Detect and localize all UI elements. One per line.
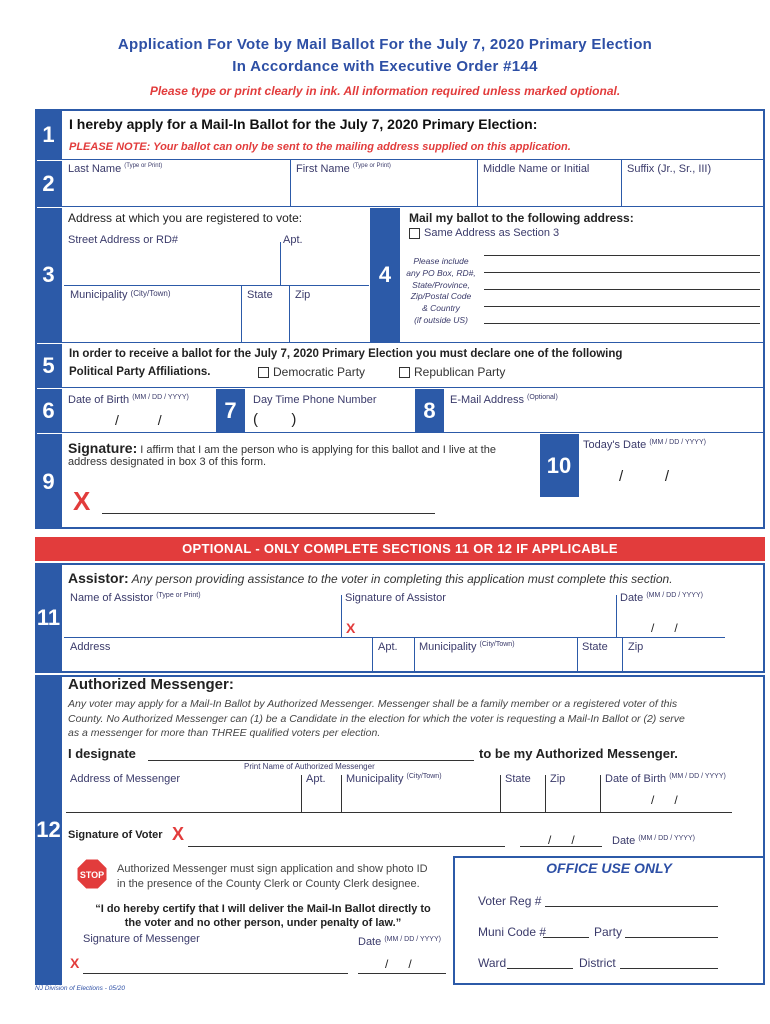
designate-label: I designate bbox=[68, 746, 136, 761]
suffix-label: Suffix (Jr., Sr., III) bbox=[627, 163, 712, 175]
form-title-line1: Application For Vote by Mail Ballot For the July 7, 2020 Primary Election bbox=[117, 36, 653, 53]
messenger-certification: “I do hereby certify that I will deliver the Mail-In Ballot directly to the voter and no other person, under penalty of law.” bbox=[95, 903, 431, 929]
section-12-number: 12 bbox=[35, 675, 62, 985]
mail-address-line-4[interactable] bbox=[484, 306, 760, 307]
ward-line bbox=[507, 968, 573, 969]
assistor-heading: Assistor: Any person providing assistance to the voter in completing this application must complete this section. bbox=[68, 570, 673, 586]
to-be-messenger-label: to be my Authorized Messenger. bbox=[479, 746, 678, 761]
voter-reg-label: Voter Reg # bbox=[478, 894, 542, 908]
messenger-name-line[interactable] bbox=[148, 760, 474, 761]
divider bbox=[64, 637, 725, 638]
assistor-date-label: Date $^{(MM / DD / YYYY)}$ bbox=[620, 592, 703, 604]
assistor-state-label: State bbox=[582, 641, 608, 653]
signature-x-mark: X bbox=[73, 486, 91, 516]
dob-slashes: / / bbox=[115, 412, 162, 428]
office-use-heading: OFFICE USE ONLY bbox=[546, 860, 672, 876]
messenger-signature-label: Signature of Messenger bbox=[83, 933, 200, 945]
messenger-address-label: Address of Messenger bbox=[70, 773, 181, 785]
democratic-checkbox[interactable] bbox=[258, 367, 269, 378]
divider bbox=[35, 387, 765, 388]
republican-option[interactable]: Republican Party bbox=[399, 365, 505, 379]
district-line bbox=[620, 968, 718, 969]
divider bbox=[500, 775, 501, 812]
republican-checkbox[interactable] bbox=[399, 367, 410, 378]
assistor-address-label: Address bbox=[70, 641, 111, 653]
divider bbox=[35, 432, 765, 433]
messenger-dob-label: Date of Birth $^{(MM / DD / YYYY)}$ bbox=[605, 773, 726, 785]
voter-signature-line-12[interactable] bbox=[188, 846, 505, 847]
muni-code-label: Muni Code # bbox=[478, 925, 547, 939]
stop-sign-icon bbox=[76, 858, 108, 890]
voter-sign-date-slashes: / / bbox=[548, 833, 575, 847]
apt-label: Apt. bbox=[283, 234, 303, 246]
suffix-input[interactable] bbox=[625, 180, 764, 204]
divider bbox=[372, 638, 373, 673]
section-4-instructions: Please include any PO Box, RD#, State/Province, Zip/Postal Code & Country (if outside US) bbox=[406, 256, 476, 325]
same-address-option[interactable]: Same Address as Section 3 bbox=[409, 227, 559, 239]
email-input[interactable] bbox=[450, 408, 764, 432]
section-3-heading: Address at which you are registered to vote: bbox=[68, 211, 303, 225]
messenger-address-line[interactable] bbox=[66, 812, 732, 813]
divider bbox=[241, 286, 242, 342]
todays-date-slashes: / / bbox=[619, 468, 670, 485]
last-name-input[interactable] bbox=[66, 180, 288, 204]
assistor-municipality-label: Municipality $^{(City/Town)}$ bbox=[419, 641, 515, 653]
zip-label: Zip bbox=[295, 289, 311, 301]
assistor-name-label: Name of Assistor $^{(Type or Print)}$ bbox=[70, 592, 201, 604]
divider bbox=[35, 342, 765, 343]
mail-address-line-3[interactable] bbox=[484, 289, 760, 290]
dob-label: Date of Birth $^{(MM / DD / YYYY)}$ bbox=[68, 394, 189, 406]
street-address-input[interactable] bbox=[66, 252, 280, 282]
divider bbox=[289, 286, 290, 342]
assistor-address-input[interactable] bbox=[66, 654, 370, 672]
voter-reg-line bbox=[545, 906, 718, 907]
messenger-date-line[interactable] bbox=[358, 973, 446, 974]
divider bbox=[35, 159, 765, 160]
section-5-line2: Political Party Affiliations. bbox=[69, 366, 211, 378]
middle-name-label: Middle Name or Initial bbox=[483, 163, 590, 175]
mail-address-line-2[interactable] bbox=[484, 272, 760, 273]
divider bbox=[578, 434, 579, 497]
phone-input[interactable] bbox=[251, 408, 415, 432]
svg-text:STOP: STOP bbox=[79, 870, 105, 880]
signature-text-2: address designated in box 3 of this form. bbox=[68, 456, 267, 468]
phone-label: Day Time Phone Number bbox=[253, 394, 377, 406]
mail-address-line-5[interactable] bbox=[484, 323, 760, 324]
section-5-number: 5 bbox=[35, 344, 62, 387]
party-line bbox=[625, 937, 718, 938]
messenger-date-label: Date $^{(MM / DD / YYYY)}$ bbox=[358, 936, 441, 948]
voter-sign-date-label: Date $^{(MM / DD / YYYY)}$ bbox=[612, 835, 695, 847]
assistor-zip-label: Zip bbox=[628, 641, 644, 653]
divider bbox=[301, 775, 302, 812]
dob-input[interactable] bbox=[66, 408, 216, 432]
voter-signature-x: X bbox=[172, 824, 185, 844]
divider bbox=[477, 160, 478, 206]
section-5-line1: In order to receive a ballot for the July 7, 2020 Primary Election you must declare one of the following bbox=[69, 348, 623, 360]
optional-banner: OPTIONAL - ONLY COMPLETE SECTIONS 11 OR 12 IF APPLICABLE bbox=[35, 537, 765, 561]
messenger-signature-x: X bbox=[70, 955, 80, 971]
signature-text: Signature: I affirm that I am the person who is applying for this ballot and I live at the bbox=[68, 440, 496, 456]
email-label: E-Mail Address $^{(Optional)}$ bbox=[450, 394, 558, 406]
section-4-heading: Mail my ballot to the following address: bbox=[409, 211, 634, 225]
municipality-input[interactable] bbox=[66, 306, 240, 338]
section-1-note: PLEASE NOTE: Your ballot can only be sent to the mailing address supplied on this application. bbox=[69, 141, 571, 153]
section-7-number: 7 bbox=[216, 389, 245, 432]
state-input[interactable] bbox=[245, 306, 289, 338]
first-name-input[interactable] bbox=[294, 180, 476, 204]
zip-input[interactable] bbox=[293, 306, 369, 338]
middle-name-input[interactable] bbox=[481, 180, 620, 204]
assistor-apt-label: Apt. bbox=[378, 641, 398, 653]
divider bbox=[577, 638, 578, 673]
street-address-label: Street Address or RD# bbox=[68, 234, 179, 246]
muni-code-line bbox=[543, 937, 589, 938]
messenger-zip-label: Zip bbox=[550, 773, 566, 785]
democratic-option[interactable]: Democratic Party bbox=[258, 365, 365, 379]
party-label: Party bbox=[594, 925, 623, 939]
section-11-number: 11 bbox=[35, 563, 62, 673]
assistor-x-mark: X bbox=[346, 620, 356, 636]
form-subtitle: Please type or print clearly in ink. All information required unless marked optional. bbox=[149, 84, 621, 98]
divider bbox=[341, 775, 342, 812]
divider bbox=[616, 595, 617, 638]
messenger-dob-slashes: / / bbox=[651, 793, 678, 807]
assistor-signature-label: Signature of Assistor bbox=[345, 592, 446, 604]
todays-date-label: Today's Date $^{(MM / DD / YYYY)}$ bbox=[583, 439, 706, 451]
assistor-date-slashes: / / bbox=[651, 621, 678, 635]
divider bbox=[622, 638, 623, 673]
print-name-caption: Print Name of Authorized Messenger bbox=[244, 762, 375, 771]
messenger-heading: Authorized Messenger: bbox=[68, 676, 234, 693]
divider bbox=[414, 638, 415, 673]
todays-date-input[interactable] bbox=[584, 462, 764, 492]
divider bbox=[35, 206, 765, 207]
messenger-municipality-label: Municipality $^{(City/Town)}$ bbox=[346, 773, 442, 785]
municipality-label: Municipality $^{(City/Town)}$ bbox=[70, 289, 171, 301]
mail-address-line-1[interactable] bbox=[484, 255, 760, 256]
section-6-number: 6 bbox=[35, 389, 62, 432]
divider bbox=[600, 775, 601, 812]
section-1-number: 1 bbox=[35, 109, 62, 160]
voter-sign-date-line[interactable] bbox=[520, 846, 602, 847]
section-3-number: 3 bbox=[35, 208, 62, 342]
district-label: District bbox=[579, 956, 616, 970]
messenger-id-notice: Authorized Messenger must sign application and show photo ID in the presence of the County Clerk or County Clerk designee. bbox=[117, 863, 428, 890]
first-name-label: First Name $^{(Type or Print)}$ bbox=[296, 163, 391, 175]
divider bbox=[290, 160, 291, 206]
apt-input[interactable] bbox=[284, 252, 370, 282]
section-8-number: 8 bbox=[415, 389, 444, 432]
phone-parens: ( ) bbox=[253, 411, 297, 428]
footer-note: NJ Division of Elections - 05/20 bbox=[35, 985, 125, 992]
last-name-label: Last Name $^{(Type or Print)}$ bbox=[68, 163, 163, 175]
voter-signature-label: Signature of Voter bbox=[68, 829, 163, 841]
state-label: State bbox=[247, 289, 273, 301]
same-address-checkbox[interactable] bbox=[409, 228, 420, 239]
assistor-name-input[interactable] bbox=[66, 608, 340, 636]
section-4-number: 4 bbox=[370, 208, 400, 342]
messenger-date-slashes: / / bbox=[385, 957, 412, 971]
messenger-state-label: State bbox=[505, 773, 531, 785]
messenger-apt-label: Apt. bbox=[306, 773, 326, 785]
divider bbox=[545, 775, 546, 812]
divider bbox=[341, 595, 342, 638]
ward-label: Ward bbox=[478, 956, 507, 970]
divider bbox=[64, 285, 369, 286]
messenger-paragraph: Any voter may apply for a Mail-In Ballot by Authorized Messenger. Messenger shall be a family member or a registered voter of this County. No Authorized Messenger can (1) be a Candidate in the election for which the voter is requesting a Mail-In Ballot or (2) serve as a messenger for more than THREE qualified voters per election. bbox=[68, 698, 685, 739]
messenger-signature-line[interactable] bbox=[83, 973, 348, 974]
section-2-number: 2 bbox=[35, 161, 62, 206]
voter-signature-line[interactable] bbox=[102, 513, 435, 514]
section-10-number: 10 bbox=[540, 434, 578, 497]
divider bbox=[280, 242, 281, 286]
section-9-number: 9 bbox=[35, 434, 62, 529]
divider bbox=[621, 160, 622, 206]
section-1-heading: I hereby apply for a Mail-In Ballot for the July 7, 2020 Primary Election: bbox=[69, 116, 538, 132]
form-title-line2: In Accordance with Executive Order #144 bbox=[232, 58, 538, 75]
